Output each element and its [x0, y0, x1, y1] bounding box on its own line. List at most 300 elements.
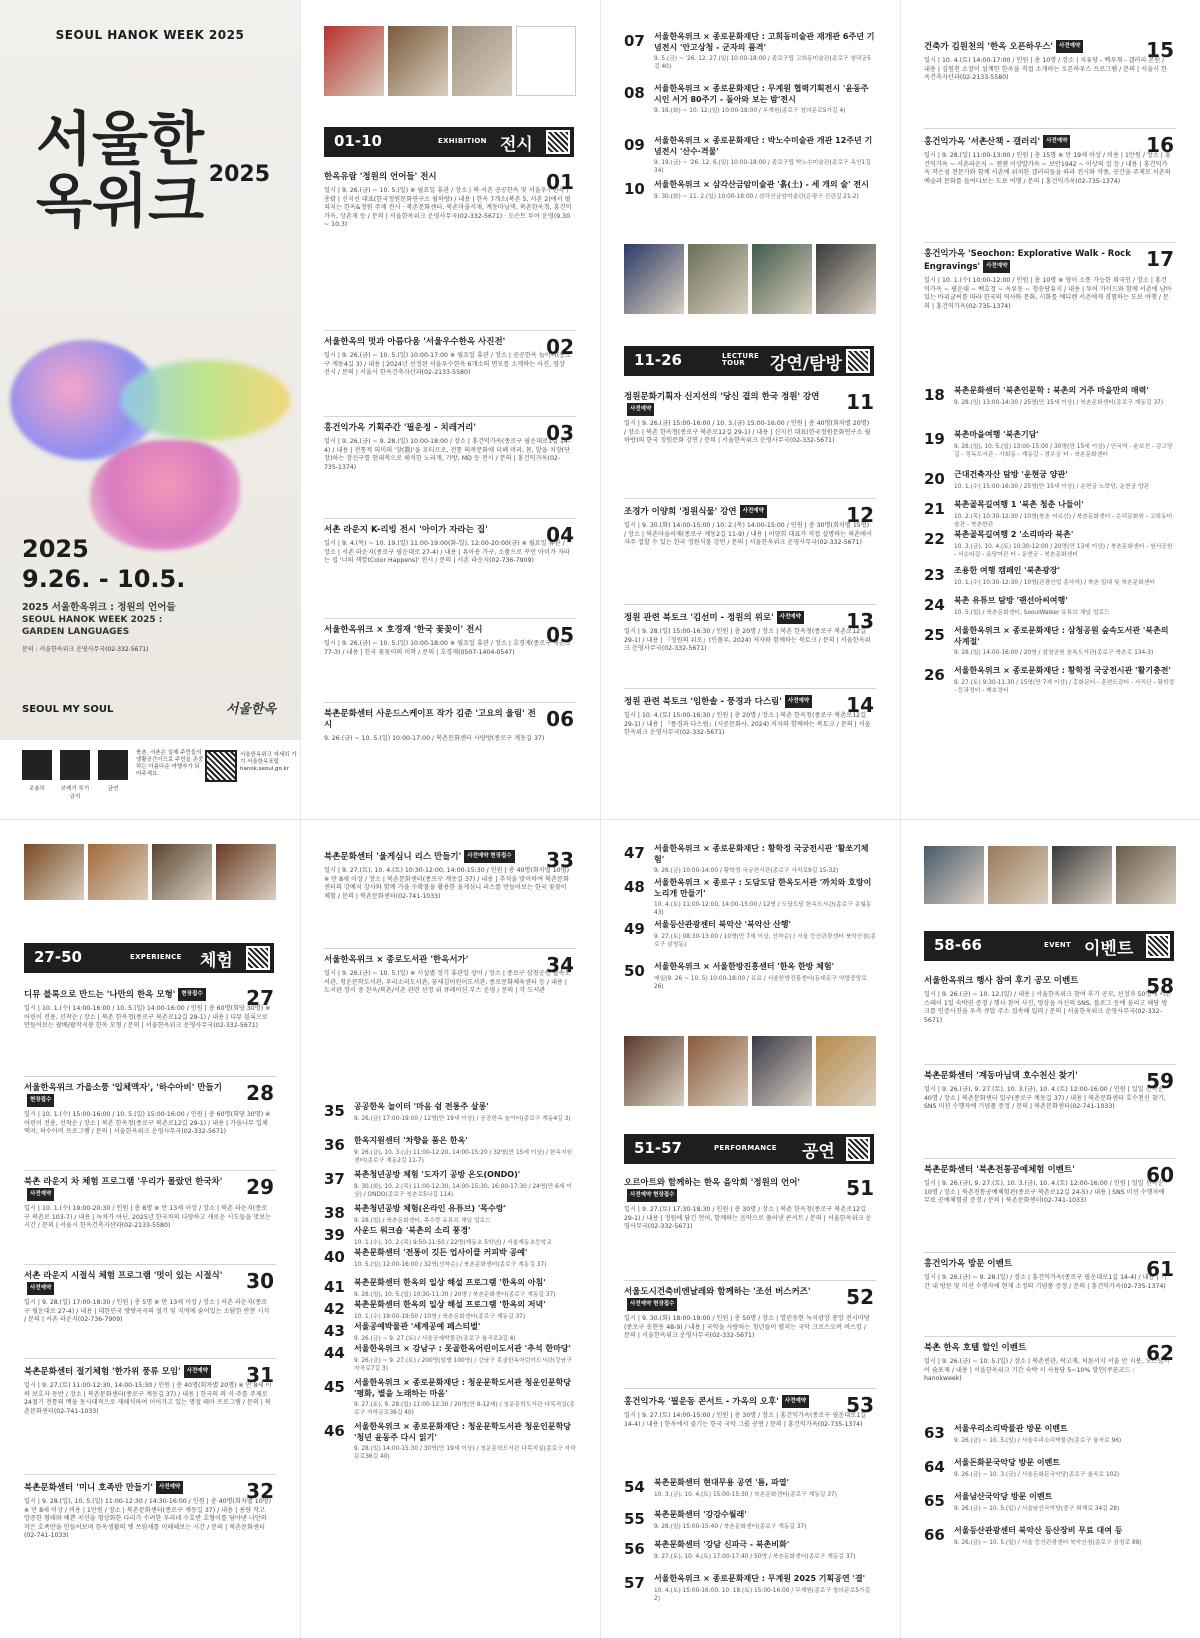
program-title: [324, 172, 576, 183]
quiet-caption: 조용히: [29, 786, 45, 792]
program-details: 일시 | 10. 4.(토) 15:00-16:30 / 인원 | 총 20명 / 장소 | 북촌 한옥청(종로구 북촌로12길 29-1) / 내용 | 『풍경과 다스림』(시공문화사, 2024) 저자와 함께하는 북토크 / 문의 | 서울한옥위크 운영사무국(02-332-5671): [624, 712, 871, 737]
program-item[interactable]: [924, 242, 1176, 311]
program-title: 북촌청년공방 체험(온라인 유튜브) '목수랑': [354, 1204, 506, 1213]
program-title: 서울한옥위크 × 종로문화재단 : 무계원 협력기획전시 '윤동주 시인 서거 80주기 - 돌아와 보는 밤'전시: [654, 84, 869, 104]
program-list-item[interactable]: [324, 1170, 576, 1199]
reservation-badge: 사전예약 현장접수: [464, 850, 514, 863]
event-panel: [900, 820, 1200, 1638]
event-photo: [988, 846, 1048, 904]
program-title-text: 서촌 라운지 K-리빙 전시 '아이가 자라는 집': [324, 525, 488, 535]
program-title-text: 조경가 이양희 '정원식물' 강연: [624, 507, 737, 517]
program-title-text: 홍건익가옥 기획주간 '필운정 - 치레거리': [324, 423, 476, 433]
program-number: 18: [924, 386, 945, 404]
section-range: 11-26: [634, 351, 682, 369]
program-schedule: 9. 26.(금) ~ 10. 5.(일) / 서울남산국악당(중구 퇴계로 34길 28): [954, 1505, 1120, 1512]
program-schedule: 10. 1.(수) 19:00-19:50 / 10명 / 북촌문화센터(종로구 계동길 37): [354, 1313, 526, 1320]
program-schedule: 9. 28.(일), 10. 5.(일) 13:00-15:00 / 30명(만 15세 이상) / 안국역 - 윤보선 - 감고당길 - 정독도서관 - 가회동 - 계동길 - 경우궁 터 - 북촌문화센터: [954, 443, 1173, 458]
program-title: [24, 1271, 276, 1295]
program-details: 일시 | 9. 26.(금) ~ 10. 5.(일) ※ 월요일 휴관 / 장소 | 북·서촌 공공한옥 및 서울우수한옥 / 총괄 | 신지선 대표(한국정원문화연구소 월하랑) / 내용 | 한옥 7개소(북촌 5, 서촌 2)에서 펼쳐지는 한옥&정원 주제 전시 · 북촌문화센터, 북촌마을서재, 계동마님댁, 북촌한옥청, 홍건익가옥, 상촌재 등 / 문의 | 서울한옥위크 운영사무국(02-332-5671) · 도슨트 투어 운영(9.30 ~ 10.3): [324, 187, 572, 229]
program-details: 일시 | 9. 4.(목) ~ 10. 19.(일) 11:00-19:00(화-일), 12:00-20:00(금) ※ 월요일 휴관 / 장소 | 서촌 라운지(종로구 필운대로 27-4) / 내용 | 유아용 가구, 소품으로 꾸민 아이가 자라는 집 '너의 색깔(Color Happens)' 전시 / 문의 | 서촌 라운지(02-736-7909): [324, 540, 570, 565]
program-title: 사운드 워크숍 '북촌의 소리 풍경': [354, 1226, 471, 1235]
program-number: 43: [324, 1322, 345, 1340]
program-schedule: 9. 28.(일) 13:00-14:30 / 25명(만 15세 이상) / 북촌문화센터(종로구 계동길 37): [954, 399, 1164, 406]
qr-code-icon[interactable]: [1146, 934, 1170, 958]
program-title: [624, 392, 876, 416]
section-header-exhibition: [324, 127, 574, 157]
program-details: 일시 | 9. 26.(금) 15:00-16:00 / 10. 3.(금) 15:00-16:00 / 인원 | 총 40명(회차별 20명) / 장소 | 북촌 한옥청(종로구 북촌로12길 29-1) / 내용 | 신지선 대표(한국정원문화연구소 월하랑)의 한국 정원문화 강연 / 문의 | 서울한옥위크 운영사무국(02-332-5671): [624, 420, 871, 445]
program-list-item[interactable]: [624, 878, 876, 917]
program-item[interactable]: [324, 166, 576, 230]
program-schedule: 10. 1.(수) 10:30-12:30 / 10명(관광산업 종사자) / 북촌 일대 및 북촌문화센터: [954, 579, 1156, 586]
program-item[interactable]: [924, 1336, 1176, 1384]
program-number: 24: [924, 596, 945, 614]
program-number: 23: [924, 566, 945, 584]
program-list-item[interactable]: [324, 1322, 576, 1343]
program-number: 26: [924, 666, 945, 684]
program-title: [24, 1083, 276, 1107]
program-details: 일시 | 9. 28.(일) 15:00-16:30 / 인원 | 총 20명 / 장소 | 북촌 한옥청(종로구 북촌로12길 29-1) / 내용 | 『정원의 위로』(인플루, 2024) 저자와 함께하는 북토크 / 문의 | 서울한옥위크 운영사무국(02-332-5671): [624, 628, 871, 653]
program-item[interactable]: [324, 618, 576, 657]
program-title-text: 디뮤 블록으로 만드는 '나만의 한옥 모형': [24, 990, 176, 1000]
program-details: 일시 | 9. 26.(금) ~ 10. 12.(일) / 내용 | 서울한옥위크 참여 후기 공모, 선정자 50명에 서촌 스테이 1일 숙박권 증정 / 행사 참여 사진, 영상을 자신의 SNS, 블로그 등에 올리고 해당 링크를 인증사진을 우측 큐알 주소 접속해 입력 / 문의 | 서울한옥위크 운영사무국(02-332-5671): [924, 991, 1172, 1024]
cover-dates: [22, 534, 185, 594]
program-list-item[interactable]: [924, 530, 1176, 559]
program-title: [624, 1178, 876, 1202]
program-title-text: 정원 관련 북토크 '임한솔 - 풍경과 다스림': [624, 697, 782, 707]
program-item[interactable]: [624, 1388, 876, 1429]
program-details: 일시 | 9. 26.(금) ~ 9. 28.(일) 10:00-18:00 / 장소 | 홍건익가옥(종로구 필운대로1길 14-4) / 내용 | 전통적 의미의 '장(醬)'을 모티프로, 전통 의복문화에 더해 머리, 몸, 발을 치장(단장)하는 장신구를 현대적으로 해석한 노리개, 가방, MD 등 전시 / 문의 | 홍건익가옥(02-735-1374): [324, 438, 571, 471]
program-details: 일시 | 9. 26.(금), 9. 27.(토), 10. 3.(금), 10. 4.(토) 12:00-16:00 / 인원 | 일일 선착순 40명 / 장소 | 북촌문화센터 입구(종로구 계동길 37) / 내용 | 북촌문화센터 호수천신 찾기, SNS 미션 수행자에 기념품 증정 / 문의 | 북촌문화센터(02-741-1033): [924, 1086, 1166, 1111]
program-title: 한옥지원센터 '차향을 품은 한옥': [354, 1136, 468, 1145]
program-item[interactable]: [624, 498, 876, 548]
program-schedule: 10. 4.(토) 15:00-16:00, 10. 18.(토) 15:00-16:00 / 무계원(종로구 창의문로5가길 2): [654, 1587, 871, 1602]
experience-panel: [0, 820, 300, 1638]
program-title: 북촌문화센터 '강담 신파극 - 북촌비화': [654, 1540, 790, 1549]
program-item[interactable]: [324, 844, 576, 901]
program-number: 31: [246, 1363, 274, 1387]
program-list-item[interactable]: [924, 1424, 1176, 1445]
program-number: 10: [624, 180, 645, 198]
section-header-lecture: [624, 346, 874, 376]
program-item[interactable]: [924, 970, 1176, 1025]
reservation-badge: 사전예약 현장접수: [627, 1298, 677, 1311]
program-schedule: 9. 26.(금) ~ 10. 5.(일) / 서울 등산관광센터 북악산점(종로구 삼청로 88): [954, 1539, 1142, 1546]
program-title: 서울한옥위크 × 종로문화재단 : 황학정 국궁전시관 '활기충전': [954, 666, 1171, 675]
program-item[interactable]: [624, 1280, 876, 1341]
qr-code-icon[interactable]: [246, 946, 270, 970]
cover-year: 2025: [208, 162, 270, 187]
program-list-item[interactable]: [924, 1492, 1176, 1513]
program-list-item[interactable]: [324, 1226, 576, 1247]
cover-date-year: 2025: [22, 535, 89, 563]
program-list-item[interactable]: [624, 136, 876, 175]
reservation-badge: 사전예약: [1043, 135, 1070, 148]
program-number: 45: [324, 1378, 345, 1396]
program-title-text: 북촌 한옥 호텔 할인 이벤트: [924, 1343, 1027, 1353]
no-littering-caption: 쓰레기 투기 금지: [60, 786, 90, 800]
program-details: 일시 | 9. 27.(토) 17:30-18:30 / 인원 | 총 30명 / 장소 | 북촌 한옥청(종로구 북촌로12길 29-1) / 내용 | 정원에 담긴 언어, 함께하는 음악으로 풀어낸 콘서트 / 문의 | 서울한옥위크 운영사무국(02-332-5671): [624, 1206, 872, 1231]
lecture-photo: [688, 244, 748, 314]
no-smoking-icon: [98, 750, 128, 780]
program-number: 58: [1146, 974, 1174, 998]
program-number: 53: [846, 1393, 874, 1417]
program-title-text: 홍건익가옥 방문 이벤트: [924, 1259, 1013, 1269]
program-number: 39: [324, 1226, 345, 1244]
program-number: 66: [924, 1526, 945, 1544]
program-title: 북촌청년공방 체험 '도자기 공방 온도(ONDO)': [354, 1170, 521, 1179]
program-title: 북촌문화센터 한옥의 일상 해설 프로그램 '한옥의 저녁': [354, 1300, 546, 1309]
program-list-item[interactable]: [924, 500, 1176, 529]
program-schedule: 9. 28.(일) 14:00-16:00 / 20명 / 삼청공원 숲속도서관(종로구 북촌로 134-3): [954, 650, 1154, 656]
program-title: 북촌문화센터 '북촌인문학 : 북촌의 거주 마을만의 매력': [954, 386, 1149, 395]
cover-subtitle-ko: 2025 서울한옥위크 : 정원의 언어들: [22, 602, 176, 613]
program-item[interactable]: [624, 688, 876, 738]
program-title: 북촌문화센터 한옥의 일상 해설 프로그램 '한옥의 아침': [354, 1278, 546, 1287]
program-list-item[interactable]: [624, 962, 876, 991]
program-title-text: 한옥유람 '정원의 언어들' 전시: [324, 172, 437, 182]
program-list-item[interactable]: [924, 666, 1176, 695]
experience-photo: [216, 844, 276, 900]
program-item[interactable]: [24, 1170, 276, 1231]
program-details: 일시 | 9. 26.(금) ~ 10. 5.(일) 10:00-18:00 ※ 월요일 휴관 / 장소 | 호경재(종로구 북촌로 77-3) / 내용 | 한국 꽃꽂이의 미학 / 문의 | 호경재(0507-1404-0547): [324, 640, 572, 656]
program-details: 일시 | 10. 1.(수) 15:00-16:00 / 10. 5.(일) 15:00-16:00 / 인원 | 총 60명(회당 30명) ※ 어린이 전용, 선착순 / 장소 | 북촌 한옥청(종로구 북촌로12길 29-1) / 내용 | 가을나무 입체액자, 허수아비 프로그램 / 문의 | 서울한옥위크 운영사무국(02-332-5671): [24, 1111, 271, 1136]
program-number: 09: [624, 136, 645, 154]
program-item[interactable]: [924, 34, 1176, 83]
program-schedule: 9. 28.(일) / 북촌문화센터, 목수랑 유튜브 채널 업로드: [354, 1217, 491, 1224]
program-number: 44: [324, 1344, 345, 1362]
program-title: 북촌 유튜브 탐방 '랜선아씨여행': [954, 596, 1068, 605]
program-details: 일시 | 9. 30.(화) 14:00-15:00 / 10. 2.(목) 14:00-15:00 / 인원 | 총 30명(회차별 15명) / 장소 | 북촌마을서재(종로구 계동2길 11-9) / 내용 | 이양희 대표가 직접 설명하는 북촌에서 자주 접할 수 있는 한국 정원식물 강연 / 문의 | 서울한옥위크 운영사무국(02-332-5671): [624, 522, 872, 547]
cover-subtitle-en1: SEOUL HANOK WEEK 2025 :: [22, 615, 163, 625]
program-item[interactable]: [924, 1252, 1176, 1291]
program-title: [624, 1395, 876, 1408]
program-number: 59: [1146, 1069, 1174, 1093]
program-title-text: 북촌문화센터 절기체험 '한가위 풍류 모임': [24, 1367, 181, 1377]
program-schedule: 9. 26.(금) ~ 9. 27.(토) / 서울공예박물관(종로구 율곡로3길 4): [354, 1335, 516, 1342]
reservation-badge: 사전예약: [740, 505, 767, 518]
program-schedule: 10. 3.(금), 10. 4.(토) 10:30-12:00 / 20명(만 13세 이상) / 북촌문화센터 - 원서공원 - 서순라길 - 운당여관 터 - 운현궁 - 북촌문화센터: [954, 543, 1173, 558]
program-number: 02: [546, 335, 574, 359]
program-schedule: 9. 27.(토), 10. 4.(토) 17:00-17:40 / 50명 / 북촌문화센터(종로구 계동길 37): [654, 1553, 856, 1560]
program-details: 일시 | 9. 27.(토), 10. 4.(토) 10:30-12:00, 14:00-15:30 / 인원 | 총 40명(회차별 10명) ※ 만 8세 이상 / 장소 | 북촌문화센터(종로구 계동길 37) / 내용 | 추석을 맞이하여 북촌문화센터의 강예지 강사와 함께 가을 수확물을 활용한 울게심니 리스를 만들어보는 한국 꽃꽂이 체험 / 문의 | 북촌문화센터(02-741-1033): [324, 867, 569, 900]
program-item[interactable]: [324, 702, 576, 744]
program-title: 서울한옥위크 × 종로문화재단 : 청운문학도서관 청운인문학당 '청년 윤동주 다시 읽기': [354, 1422, 572, 1442]
program-title: 서울한옥위크 × 삼각산금암미술관 '흙(土) - 세 개의 술' 전시: [654, 180, 869, 189]
program-schedule: 매일(9. 26 ~ 10. 5) 10:00-18:00 / 유료 / 서울한방진흥센터(동대문구 약령중앙로 26): [654, 975, 867, 990]
performance-panel: [600, 820, 900, 1638]
program-title: 서울우리소리박물관 방문 이벤트: [954, 1424, 1068, 1433]
program-number: 15: [1146, 38, 1174, 62]
program-item[interactable]: [624, 604, 876, 654]
program-item[interactable]: [324, 948, 576, 996]
program-list-item[interactable]: [624, 1478, 876, 1499]
program-title: [324, 423, 576, 434]
program-details: 일시 | 9. 26.(금), 9. 27.(토), 10. 3.(금), 10. 4.(토) 12:00-16:00 / 인원 | 일일 선착순 10명 / 장소 | 북촌전통공예체험관(종로구 북촌로12길 24-5) / 내용 | SNS 미션 수행자에 무료 공예체험권 증정 / 문의 | 북촌문화센터(02-741-1033): [924, 1180, 1165, 1205]
program-schedule: 10. 1.(수), 10. 2.(목) 9:50-11:50 / 22명(재동초 5학년) / 서울재동초등학교: [354, 1239, 552, 1246]
program-item[interactable]: [924, 128, 1176, 186]
program-schedule: 9. 26.(금) 10:00-14:00 / 황학정 국궁전시관(종로구 사직로9길 15-32): [654, 868, 839, 874]
experience-photo: [152, 844, 212, 900]
program-list-item[interactable]: [624, 180, 876, 201]
program-number: 27: [246, 986, 274, 1010]
program-item[interactable]: [24, 982, 276, 1031]
program-title: 북촌골목길여행 1 '북촌 청춘 나들이': [954, 500, 1084, 509]
program-title-text: 북촌문화센터 '미니 호족반 만들기': [24, 1483, 154, 1493]
program-number: 05: [546, 623, 574, 647]
program-title: 북촌문화센터 '전통이 깃든 업사이클 커피박 공예': [354, 1248, 528, 1257]
program-list-item[interactable]: [924, 430, 1176, 459]
program-details: 일시 | 9. 26.(금) ~ 10. 5.(일) 10:00-17:00 ※ 월요일 휴관 / 장소 | 공공한옥 놀이터(종로구 계동4길 3) / 내용 | 2024년 선정된 서울우수한옥 6개소의 면모를 소개하는 사진, 영상 전시 / 문의 | 서울시 한옥건축자산과(02-2133-5580): [324, 352, 572, 377]
program-title: 서울한옥위크 × 종로문화재단 : 황학정 국궁전시관 '활쏘기체험': [654, 844, 869, 864]
program-number: 16: [1146, 133, 1174, 157]
hanok-portal-link[interactable]: 서울한옥위크 자세히 가기 서울한옥포털 hanok.seoul.go.kr: [240, 752, 297, 772]
program-list-item[interactable]: [624, 1574, 876, 1603]
reservation-badge: 사전예약: [27, 1188, 54, 1201]
program-item[interactable]: [324, 518, 576, 566]
cover-top-title: SEOUL HANOK WEEK 2025: [55, 28, 245, 42]
cover-title-text: 서울한옥위크: [36, 105, 205, 235]
program-number: 19: [924, 430, 945, 448]
qr-code-icon[interactable]: [546, 130, 570, 154]
section-ko: 강연/탐방: [770, 354, 842, 374]
program-schedule: 10. 5.(일) 12:00-16:00 / 32명(선착순) / 북촌문화센터(종로구 계동길 37): [354, 1261, 547, 1268]
exhibition-photo: [324, 26, 384, 96]
program-list-item[interactable]: [324, 1300, 576, 1321]
program-list-item[interactable]: [624, 920, 876, 949]
program-number: 30: [246, 1269, 274, 1293]
exhibition-photo: [388, 26, 448, 96]
program-number: 07: [624, 32, 645, 50]
program-list-item[interactable]: [924, 596, 1176, 617]
program-title-text: 북촌문화센터 '북촌전통공예체험 이벤트': [924, 1165, 1075, 1175]
program-title: [324, 525, 576, 536]
program-list-item[interactable]: [624, 1510, 876, 1531]
program-number: 35: [324, 1102, 345, 1120]
program-number: 37: [324, 1170, 345, 1188]
program-number: 47: [624, 844, 645, 862]
program-schedule: 9. 27.(토), 9. 28.(일) 11:00-12:30 / 20명(만 9-12세) / 청운문학도서관 다목적실(종로구 자하문로36길 40): [354, 1402, 575, 1416]
program-item[interactable]: [24, 1076, 276, 1137]
program-title: [624, 505, 876, 518]
program-list-item[interactable]: [324, 1248, 576, 1269]
program-title-text: 홍건익가옥 '필운동 콘서트 - 가옥의 오후': [624, 1397, 779, 1407]
cover-date-range: 9.26. - 10.5.: [22, 565, 186, 593]
program-title: [924, 249, 1176, 273]
program-title: [924, 40, 1176, 53]
program-item[interactable]: [324, 416, 576, 472]
program-list-item[interactable]: [624, 84, 876, 115]
program-title: 근대건축자산 탐방 '운현궁 양관': [954, 470, 1068, 479]
program-list-item[interactable]: [924, 1526, 1176, 1547]
program-number: 11: [846, 390, 874, 414]
program-number: 34: [546, 953, 574, 977]
program-number: 12: [846, 503, 874, 527]
program-number: 33: [546, 848, 574, 872]
program-number: 57: [624, 1574, 645, 1592]
program-number: 65: [924, 1492, 945, 1510]
program-details: 일시 | 9. 30.(화) 18:00-19:00 / 인원 | 총 50명 / 장소 | 열린송현 녹지광장 중앙 전시마당(종로구 송현동 48-9) / 내용 | 국악을 사랑하는 청년들이 펼치는 국악 크로스오버 버스킹 / 문의 | 서울한옥위크 운영사무국(02-332-5671): [624, 1315, 870, 1340]
program-item[interactable]: [24, 1474, 276, 1541]
program-title: 서울등산관광센터 북악산 '북악산 산행': [654, 920, 791, 929]
program-list-item[interactable]: [924, 386, 1176, 407]
section-range: 58-66: [934, 936, 982, 954]
program-list-item[interactable]: [624, 1540, 876, 1561]
cover-title: [36, 105, 216, 235]
program-list-item[interactable]: [324, 1102, 576, 1123]
program-title: 서울한옥위크 × 종로문화재단 : 박노수미술관 개관 12주년 기념전시 '산수·격물': [654, 136, 873, 156]
exhibition-panel: [300, 0, 600, 819]
program-title: [324, 337, 576, 348]
program-title: [924, 135, 1176, 148]
program-item[interactable]: [924, 1158, 1176, 1206]
program-list-item[interactable]: [324, 1204, 576, 1225]
program-number: 50: [624, 962, 645, 980]
program-title: [624, 695, 876, 708]
program-schedule: 9. 26.(금) ~ 10. 5.(일) / 서울우리소리박물관(종로구 율곡로 96): [954, 1437, 1122, 1444]
program-title: [924, 1343, 1176, 1354]
program-title-text: 건축가 김원천의 '한옥 오픈하우스': [924, 42, 1054, 52]
program-title: 북촌마을여행 '북촌기담': [954, 430, 1039, 439]
program-item[interactable]: [924, 1064, 1176, 1112]
program-title: 공공한옥 놀이터 '마음 쉼 전통주 살롱': [354, 1102, 489, 1111]
reservation-badge: 사전예약: [785, 695, 812, 708]
program-list-item[interactable]: [324, 1136, 576, 1165]
program-details: 일시 | 9. 27.(토) 14:00-15:00 / 인원 | 총 30명 / 장소 | 홍건익가옥(종로구 필운대로1길 14-4) / 내용 | 한옥에서 즐기는 한국 국악 그룹 공연 / 문의 | 홍건익가옥(02-735-1374): [624, 1412, 867, 1428]
lecture-photo: [624, 244, 684, 314]
program-number: 36: [324, 1136, 345, 1154]
reservation-badge: 사전예약: [1056, 40, 1083, 53]
program-title: [624, 1287, 876, 1311]
program-list-item[interactable]: [324, 1422, 576, 1461]
program-title: [24, 1177, 276, 1201]
program-list-item[interactable]: [324, 1378, 576, 1417]
section-en: EXPERIENCE: [130, 953, 182, 961]
section-header-event: [924, 931, 1174, 961]
program-schedule: 9. 26.(금) ~ 10. 3.(금) / 서울돈화문국악당(종로구 율곡로 102): [954, 1471, 1120, 1478]
program-title-text: 북촌문화센터 사운드스케이프 작가 김준 '고요의 울림' 전시: [324, 709, 536, 730]
program-title-text: 홍건익가옥 '서촌산책 - 갤러리': [924, 137, 1041, 147]
experience-photo: [88, 844, 148, 900]
qr-code-icon[interactable]: [846, 349, 870, 373]
program-number: 61: [1146, 1257, 1174, 1281]
program-list-item[interactable]: [924, 1458, 1176, 1479]
program-schedule: 9. 28.(일), 10. 5.(일) 10:30-11:30 / 20명 / 북촌문화센터(종로구 계동길 37): [354, 1291, 556, 1298]
reservation-badge: 사전예약 현장접수: [627, 1189, 677, 1202]
program-number: 28: [246, 1081, 274, 1105]
cover-subtitle: [22, 602, 176, 656]
section-ko: 전시: [500, 135, 533, 155]
program-item[interactable]: [624, 1172, 876, 1232]
program-title: [624, 611, 876, 624]
reservation-badge: 사전예약: [782, 1395, 809, 1408]
section-ko: 이벤트: [1084, 939, 1134, 959]
program-number: 29: [246, 1175, 274, 1199]
program-number: 04: [546, 523, 574, 547]
section-range: 27-50: [34, 948, 82, 966]
program-title-text: 서울한옥위크 × 호경재 '한국 꽃꽂이' 전시: [324, 625, 483, 635]
program-title: 서울공예박물관 '세계공예 페스티벌': [354, 1322, 481, 1331]
qr-code-icon[interactable]: [205, 750, 237, 782]
program-title: 서울한옥위크 × 서울한방진흥센터 '한옥 한방 체험': [654, 962, 835, 971]
program-number: 06: [546, 707, 574, 731]
section-en: PERFORMANCE: [714, 1144, 777, 1152]
program-title: [924, 1165, 1176, 1176]
reservation-badge: 현장접수: [178, 988, 205, 1001]
program-title: 서울한옥위크 × 종로구 : 도담도담 한옥도서관 '까치와 호랑이 노리개 만들기': [654, 878, 872, 898]
program-schedule: 9. 19.(금) ~ '26. 12. 6.(일) 10:00-18:00 / 종로구립 박노수미술관(종로구 옥인1길 34): [654, 160, 871, 174]
program-title-text: 북촌문화센터 '계동마님댁 호수천신 찾기': [924, 1071, 1078, 1081]
program-details: 일시 | 10. 4.(토) 14:00-17:00 / 인원 | 총 10명 / 장소 | 지유당 - 백우재 - 갤러리 몬원 / 내용 | 김원천 소장이 설계한 한옥을 직접 소개하는 오픈하우스 프로그램 / 문의 | 서울시 한옥건축자산과(02-2133-5580): [924, 57, 1167, 82]
color-happens-poster: [516, 26, 576, 96]
program-title: 조용한 여행 캠페인 '북촌광장': [954, 566, 1060, 575]
program-item[interactable]: [24, 1358, 276, 1416]
program-title: [324, 709, 576, 731]
program-schedule: 9. 5.(금) ~ '26. 12. 27.(일) 10:00-18:00 / 종로구립 고희동미술관(종로구 창덕궁5길 40): [654, 56, 871, 70]
qr-code-icon[interactable]: [846, 1137, 870, 1161]
program-title-text: 정원 관련 북토크 '김선미 - 정원의 위로': [624, 613, 774, 623]
program-list-item[interactable]: [924, 566, 1176, 587]
program-item[interactable]: [24, 1264, 276, 1325]
program-title-text: 서울한옥의 멋과 아름다움 '서울우수한옥 사진전': [324, 337, 506, 347]
program-title: [924, 1071, 1176, 1082]
program-list-item[interactable]: [324, 1344, 576, 1373]
section-en: EVENT: [1044, 941, 1072, 949]
program-number: 03: [546, 421, 574, 445]
tour-panel: [900, 0, 1200, 819]
lecture-photo: [752, 244, 812, 314]
program-list-item[interactable]: [924, 470, 1176, 491]
program-details: 일시 | 9. 28.(일) 11:00-13:00 / 인원 | 총 15명 ※ 만 19세 이상 / 비용 | 1만원 / 장소 | 홍건익가옥 ~ 서촌라운지 ~ 젠젠 이상발가옥 ~ 보안1942 ~ 이상의 집 등 / 내용 | 홍건익가옥 작은섬 전문가와 함께 서촌에 위치한 갤러리들을 따라 전시와 작품, 공간을 주제로 서촌의 예술과 문화를 들여다보는 도보 여행 / 문의 | 홍건익가옥(02-735-1374): [924, 152, 1171, 185]
lecture-panel: [600, 0, 900, 819]
program-number: 20: [924, 470, 945, 488]
program-title-text: 정원문화기획자 신지선의 '당신 곁의 한국 정원' 강연: [624, 392, 820, 402]
program-title: 서울한옥위크 × 종로문화재단 : 청운문학도서관 청운인문학당 '평화, 별을 노래하는 마음': [354, 1378, 572, 1398]
program-item[interactable]: [324, 330, 576, 378]
program-title-text: 홍건익가옥 'Seochon: Explorative Walk - Rock Engravings': [924, 249, 1131, 272]
exhibition-photo: [452, 26, 512, 96]
program-title-text: 서촌 라운지 시절식 체험 프로그램 '멋이 있는 시절식': [24, 1271, 223, 1281]
program-list-item[interactable]: [624, 32, 876, 71]
program-schedule: 9. 30.(화), 10. 2.(목) 11:00-12:30, 14:00-15:30, 16:00-17:30 / 24명(만 6세 이상) / ONDO(종로구 북촌로5나길 114): [354, 1183, 572, 1198]
program-list-item[interactable]: [624, 844, 876, 875]
program-number: 21: [924, 500, 945, 518]
resident-notice: 북촌, 서촌은 실제 주민들의 생활공간이므로 주민을 존중하는 아름다운 여행자가 되어주세요.: [136, 750, 204, 777]
seoul-my-soul-logo: SEOUL MY SOUL: [22, 704, 114, 715]
program-list-item[interactable]: [924, 626, 1176, 657]
program-schedule: 9. 27.(토) 9:30-11:30 / 15명(만 7세 이상) / 홍화문터 - 훈련도감터 - 사직단 - 황학정 - 등과정터 - 백호정터: [954, 679, 1175, 694]
program-title: [24, 988, 276, 1001]
program-list-item[interactable]: [324, 1278, 576, 1299]
program-number: 08: [624, 84, 645, 102]
program-number: 13: [846, 609, 874, 633]
program-item[interactable]: [624, 386, 876, 446]
program-schedule: 9. 28.(일) 14:00-15:30 / 30명(만 19세 이상) / 청운문학도서관 다목적실(종로구 자하문로36길 40): [354, 1446, 576, 1460]
program-title: 서울한옥위크 × 종로문화재단 : 고희동미술관 재개관 6주년 기념전시 '안고상청 - 군자의 품격': [654, 32, 875, 52]
program-schedule: 10. 1.(수) 15:00-16:30 / 25명(만 15세 이상) / 운현궁 노락당, 운현궁 양관: [954, 483, 1150, 490]
experience-photo: [24, 844, 84, 900]
reservation-badge: 사전예약: [156, 1481, 183, 1494]
program-title-text: 서울한옥위크 × 종로도서관 '한옥서가': [324, 955, 469, 965]
program-number: 25: [924, 626, 945, 644]
program-title: [924, 1259, 1176, 1270]
program-title: 북촌골목길여행 2 '소리따라 북촌': [954, 530, 1074, 539]
program-schedule: 9. 16.(화) ~ 10. 12.(일) 10:00-18:00 / 무계원(종로구 창의문로5가길 4): [654, 108, 846, 114]
program-number: 51: [846, 1176, 874, 1200]
program-details: 일시 | 9. 28.(일) 17:00-18:30 / 인원 | 총 5명 ※ 만 13세 이상 / 장소 | 서촌 라운지(종로구 필운대로 27-4) / 내용 | 대한민국 방방곡곡의 절기 및 지역에 숨어있는 소담한 반찬 시식 / 문의 | 서촌 라운지(02-736-7909): [24, 1299, 270, 1324]
program-title: 북촌문화센터 현대무용 공연 '틈, 파열': [654, 1478, 789, 1487]
program-title: [324, 955, 576, 966]
program-number: 40: [324, 1248, 345, 1266]
